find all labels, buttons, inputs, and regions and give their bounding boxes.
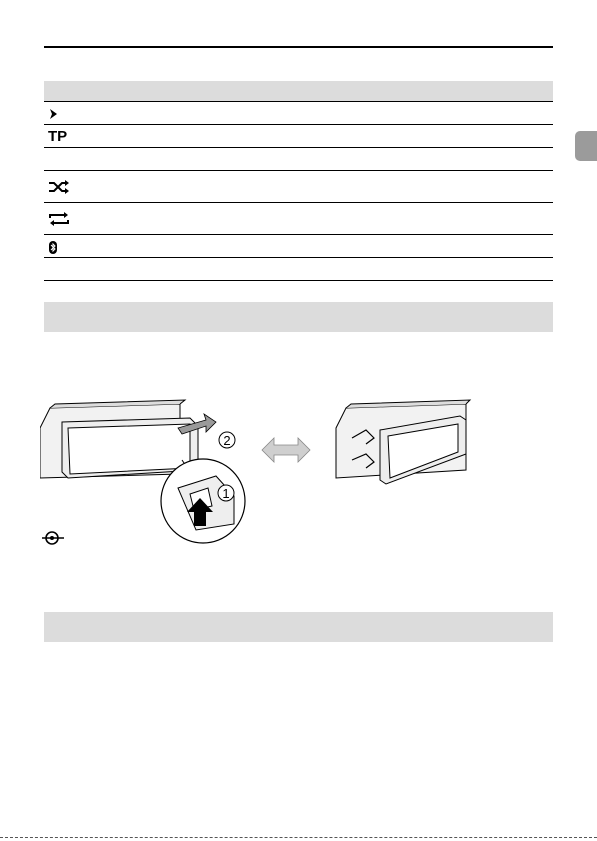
- section-heading-bar: [44, 612, 553, 642]
- table-row: [44, 102, 553, 125]
- front-panel-illustration: [40, 398, 480, 550]
- step-1-number: 1: [222, 486, 230, 501]
- tp-label: TP: [48, 127, 68, 145]
- table-header-row: [44, 81, 553, 102]
- step-2-number: 2: [223, 433, 231, 448]
- table-row: [44, 203, 553, 235]
- sound-retriever-icon: [48, 108, 60, 120]
- shuffle-icon: [48, 180, 70, 194]
- table-row: [44, 148, 553, 171]
- table-header-cell: [127, 81, 553, 102]
- table-row: [44, 258, 553, 281]
- section-heading-bar: [44, 302, 553, 332]
- table-row: [44, 235, 553, 258]
- table-row: [44, 125, 553, 148]
- bluetooth-icon: [48, 241, 58, 254]
- language-side-tab: [575, 131, 597, 161]
- repeat-icon: [48, 212, 70, 226]
- table-header-cell: [44, 81, 127, 102]
- top-rule: [44, 46, 553, 48]
- indicator-table: [44, 81, 553, 281]
- table-row: [44, 171, 553, 203]
- important-icon: [40, 530, 66, 546]
- bottom-rule: [0, 837, 597, 838]
